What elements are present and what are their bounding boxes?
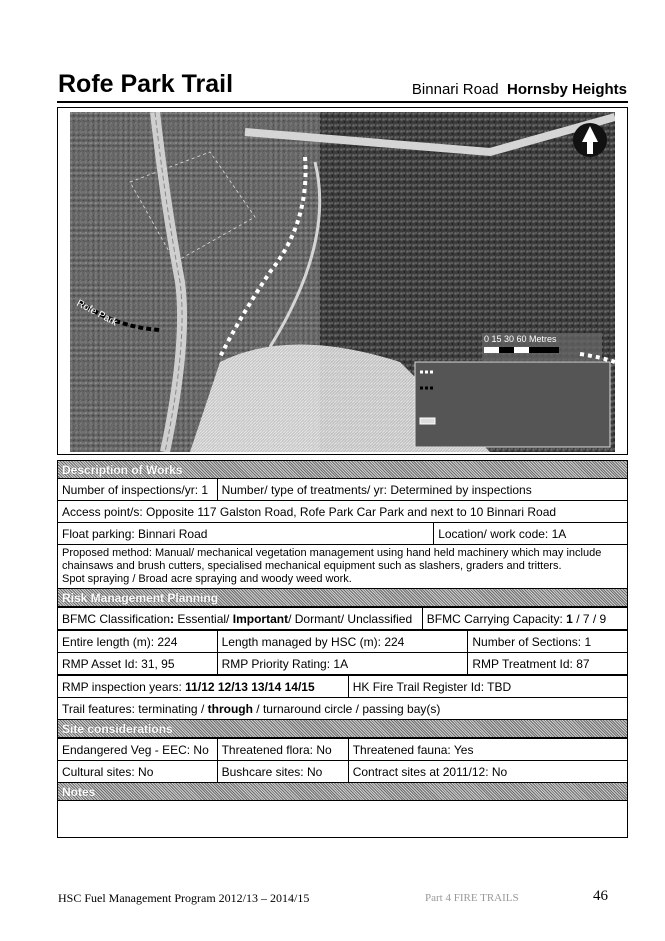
footer-program: HSC Fuel Management Program 2012/13 – 2014/15 xyxy=(58,891,310,905)
treatment-id-cell: RMP Treatment Id: 87 xyxy=(468,653,628,675)
sections-count-cell: Number of Sections: 1 xyxy=(468,631,628,653)
inspections-cell: Number of inspections/yr: 1 xyxy=(58,479,218,501)
managed-length-cell: Length managed by HSC (m): 224 xyxy=(217,631,468,653)
risk-table-c xyxy=(57,675,628,738)
road-name: Binnari Road xyxy=(411,81,499,98)
bfmc-classification-cell: BFMC Classification: Essential/ Important/ Dormant/ Unclassified xyxy=(58,608,423,630)
site-table xyxy=(57,738,628,838)
priority-cell: RMP Priority Rating: 1A xyxy=(217,653,468,675)
contract-cell: Contract sites at 2011/12: No xyxy=(348,761,627,783)
access-cell: Access point/s: Opposite 117 Galston Road, Rofe Park Car Park and next to 10 Binnari Road xyxy=(58,501,628,523)
page-number: 46 xyxy=(593,888,608,904)
page-title: Rofe Park Trail xyxy=(58,70,234,98)
carrying-capacity-cell: BFMC Carrying Capacity: 1 / 7 / 9 xyxy=(422,608,627,630)
notes-cell xyxy=(58,801,628,838)
bushcare-cell: Bushcare sites: No xyxy=(217,761,348,783)
register-id-cell: HK Fire Trail Register Id: TBD xyxy=(348,676,627,698)
inspection-years-cell: RMP inspection years: 11/12 12/13 13/14 14/15 xyxy=(58,676,349,698)
eec-cell: Endangered Veg - EEC: No xyxy=(58,739,218,761)
scale-label: 0 15 30 60 Metres xyxy=(484,334,557,344)
aerial-map xyxy=(70,112,615,452)
risk-table-b xyxy=(57,630,628,675)
float-parking-cell: Float parking: Binnari Road xyxy=(58,523,434,545)
trail-features-cell: Trail features: terminating / through / turnaround circle / passing bay(s) xyxy=(58,698,628,720)
description-table xyxy=(57,460,628,607)
method-cell: Proposed method: Manual/ mechanical vegetation management using hand held machinery which may include chainsaws and brush cutters, specialised mechanical equipment such as slashers, graders and tritters. Spot spraying / Broad acre spraying and woody weed work. xyxy=(58,545,628,589)
works-form xyxy=(57,460,628,838)
section-header-description: Description of Works xyxy=(58,461,628,479)
map-frame xyxy=(57,107,628,455)
map-legend xyxy=(415,362,610,447)
location xyxy=(412,81,627,98)
section-header-risk: Risk Management Planning xyxy=(58,589,628,607)
flora-cell: Threatened flora: No xyxy=(217,739,348,761)
section-header-site: Site considerations xyxy=(58,720,628,738)
asset-id-cell: RMP Asset Id: 31, 95 xyxy=(58,653,218,675)
cultural-cell: Cultural sites: No xyxy=(58,761,218,783)
title-rule xyxy=(57,101,628,103)
risk-table-a xyxy=(57,607,628,630)
aerial-map-svg xyxy=(70,112,615,452)
suburb-name: Hornsby Heights xyxy=(506,81,627,98)
location-code-cell: Location/ work code: 1A xyxy=(434,523,628,545)
fauna-cell: Threatened fauna: Yes xyxy=(348,739,627,761)
section-header-notes: Notes xyxy=(58,783,628,801)
scale-bar xyxy=(482,333,602,361)
entire-length-cell: Entire length (m): 224 xyxy=(58,631,218,653)
treatments-cell: Number/ type of treatments/ yr: Determined by inspections xyxy=(217,479,627,501)
road-label: Rofe Park xyxy=(74,297,120,329)
footer-part: Part 4 FIRE TRAILS xyxy=(425,892,519,904)
north-arrow-icon xyxy=(573,123,607,157)
